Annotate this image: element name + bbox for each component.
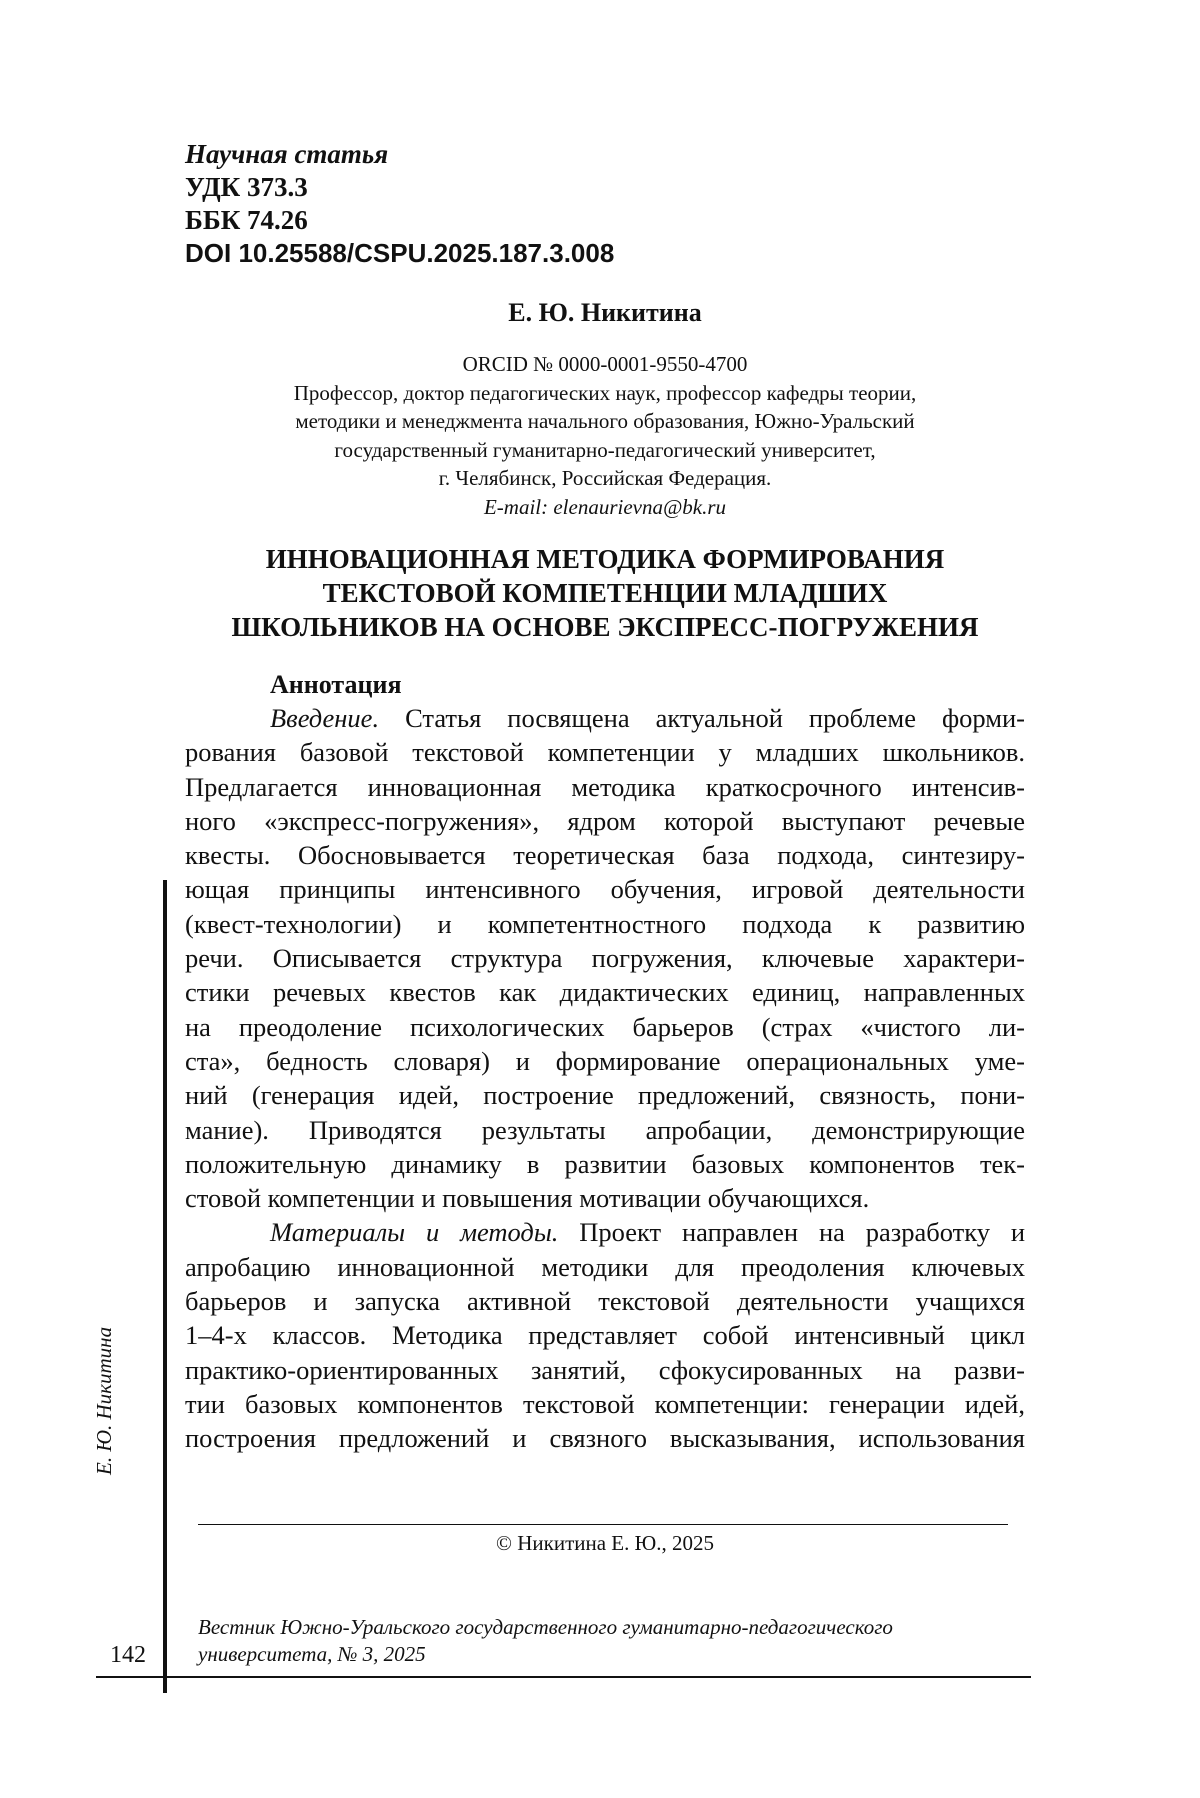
paragraph-line: ного «экспресс-погружения», ядром которой выступают речевые	[185, 805, 1025, 836]
paragraph-line: стовой компетенции и повышения мотивации обучающихся.	[185, 1183, 870, 1214]
journal-issue: университета, № 3, 2025	[198, 1642, 426, 1666]
paragraph-line: тии базовых компонентов текстовой компетенции: генерации идей,	[185, 1388, 1025, 1419]
title-line: ТЕКСТОВОЙ КОМПЕТЕНЦИИ МЛАДШИХ	[322, 578, 888, 608]
affiliation-line: г. Челябинск, Российская Федерация.	[438, 466, 772, 490]
margin-rule	[163, 880, 167, 1693]
udk-code: УДК 373.3	[185, 172, 308, 202]
article-type: Научная статья	[185, 139, 389, 169]
paragraph-line: барьеров и запуска активной текстовой деятельности учащихся	[185, 1286, 1025, 1317]
paragraph-line: 1–4-х классов. Методика представляет собой интенсивный цикл	[185, 1320, 1025, 1351]
copyright-notice: © Никитина Е. Ю., 2025	[496, 1531, 714, 1555]
paragraph-line: апробацию инновационной методики для преодоления ключевых	[185, 1251, 1025, 1282]
orcid-id[interactable]: ORCID № 0000-0001-9550-4700	[462, 352, 748, 376]
author-email[interactable]: E-mail: elenaurievna@bk.ru	[483, 494, 727, 519]
paragraph-line: практико-ориентированных занятий, сфокусированных на разви-	[185, 1354, 1025, 1385]
affiliation-line: Профессор, доктор педагогических наук, профессор кафедры теории,	[293, 380, 917, 405]
paragraph-line: (квест-технологии) и компетентностного подхода к развитию	[185, 908, 1025, 939]
paragraph-line: положительную динамику в развитии базовых компонентов тек-	[185, 1148, 1025, 1179]
intro-label: Введение.	[270, 703, 380, 733]
methods-label: Материалы и методы.	[270, 1217, 559, 1248]
annotation-heading: Аннотация	[270, 670, 402, 699]
page-number: 142	[110, 1642, 146, 1668]
paragraph-line: ста», бедность словаря) и формирование операциональных уме-	[185, 1045, 1025, 1076]
footer-rule	[96, 1676, 1031, 1678]
running-head-author: Е. Ю. Никитина	[92, 1326, 116, 1475]
paragraph-line: ний (генерация идей, построение предложений, связность, пони-	[185, 1080, 1025, 1111]
paragraph-line: на преодоление психологических барьеров (страх «чистого ли-	[185, 1011, 1025, 1042]
author-affiliation	[185, 350, 1025, 521]
annotation-body	[185, 701, 1025, 1456]
paragraph-line: Материалы и методы. Проект направлен на разработку и	[270, 1217, 1025, 1248]
paragraph-line: построения предложений и связного высказывания, использования	[185, 1423, 1025, 1454]
paragraph-line: Введение. Статья посвящена актуальной проблеме форми-	[270, 703, 1026, 733]
journal-name: Вестник Южно-Уральского государственного гуманитарно-педагогического	[198, 1615, 893, 1639]
paragraph-line: ющая принципы интенсивного обучения, игровой деятельности	[185, 874, 1025, 905]
paragraph-line: рования базовой текстовой компетенции у младших школьников.	[185, 737, 1025, 768]
paragraph-line: стики речевых квестов как дидактических единиц, направленных	[185, 977, 1025, 1008]
paragraph-line: Предлагается инновационная методика краткосрочного интенсив-	[185, 771, 1025, 802]
title-line: ШКОЛЬНИКОВ НА ОСНОВЕ ЭКСПРЕСС-ПОГРУЖЕНИЯ	[231, 612, 979, 642]
journal-footer	[198, 1614, 1028, 1668]
footnote-separator	[198, 1524, 1008, 1525]
paragraph-line: мание). Приводятся результаты апробации, демонстрирующие	[185, 1114, 1025, 1145]
affiliation-line: методики и менеджмента начального образования, Южно-Уральский	[295, 409, 915, 433]
author-name: Е. Ю. Никитина	[508, 298, 702, 327]
title-line: ИННОВАЦИОННАЯ МЕТОДИКА ФОРМИРОВАНИЯ	[265, 544, 945, 574]
doi-link[interactable]: DOI 10.25588/CSPU.2025.187.3.008	[185, 238, 615, 268]
paragraph-line: квесты. Обосновывается теоретическая база подхода, синтезиру-	[185, 840, 1025, 871]
affiliation-line: государственный гуманитарно-педагогический университет,	[334, 437, 876, 462]
article-title	[185, 542, 1025, 644]
article-meta	[185, 138, 885, 270]
paragraph-line: речи. Описывается структура погружения, ключевые характери-	[185, 943, 1025, 974]
bbk-code: ББК 74.26	[185, 205, 308, 235]
